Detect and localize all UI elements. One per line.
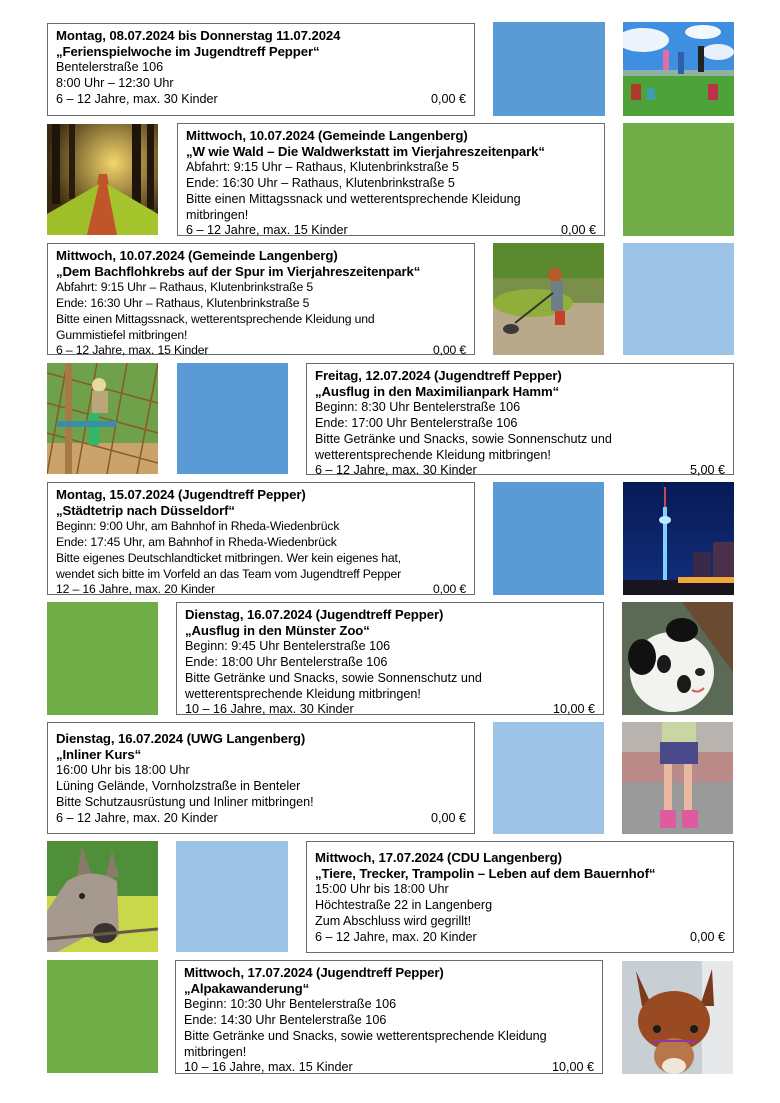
color-square-light-blue xyxy=(493,722,604,834)
event-title: „Ferienspielwoche im Jugendtreff Pepper“ xyxy=(56,43,320,59)
event-detail: Lüning Gelände, Vornholzstraße in Benteler xyxy=(56,778,301,793)
color-square-blue xyxy=(493,22,605,116)
alpaca-photo xyxy=(622,961,733,1074)
donkey-photo xyxy=(47,841,158,952)
event-detail: Bitte eigenes Deutschlandticket mitbringen. Wer kein eigenes hat, xyxy=(56,550,402,565)
event-date: Mittwoch, 10.07.2024 (Gemeinde Langenberg) xyxy=(186,128,468,143)
duesseldorf-tv-tower-night-photo xyxy=(623,482,734,595)
event-detail: 15:00 Uhr bis 18:00 Uhr xyxy=(315,881,449,896)
event-price: 10,00 € xyxy=(552,702,595,717)
color-square-green xyxy=(47,960,158,1073)
event-price: 0,00 € xyxy=(433,582,466,597)
event-detail: Ende: 14:30 Uhr Bentelerstraße 106 xyxy=(184,1012,387,1027)
event-card-alpakawanderung xyxy=(175,960,603,1074)
event-title: „Städtetrip nach Düsseldorf“ xyxy=(56,502,235,518)
event-price: 0,00 € xyxy=(433,343,466,358)
event-detail: Ende: 18:00 Uhr Bentelerstraße 106 xyxy=(185,654,388,669)
child-climbing-net-photo xyxy=(47,363,158,474)
event-detail: Gummistiefel mitbringen! xyxy=(56,327,188,342)
event-ages: 6 – 12 Jahre, max. 30 Kinder xyxy=(315,463,477,478)
event-card-inliner-kurs xyxy=(47,722,475,834)
event-price: 0,00 € xyxy=(689,929,725,944)
event-detail: Bitte Getränke und Snacks, sowie wetterentsprechende Kleidung xyxy=(184,1028,547,1043)
color-square-blue xyxy=(177,363,288,474)
event-detail: mitbringen! xyxy=(184,1044,247,1059)
event-card-bauernhof xyxy=(306,841,734,953)
child-with-net-in-stream-photo xyxy=(493,243,604,355)
panda-photo xyxy=(622,602,733,715)
event-title: „Inliner Kurs“ xyxy=(56,746,142,762)
event-detail: Bitte Getränke und Snacks, sowie Sonnenschutz und xyxy=(185,670,482,685)
child-on-inline-skates-photo xyxy=(622,722,733,834)
event-title: „Tiere, Trecker, Trampolin – Leben auf dem Bauernhof“ xyxy=(315,865,656,881)
event-detail: Ende: 16:30 Uhr – Rathaus, Klutenbrinkstraße 5 xyxy=(186,175,455,190)
event-card-duesseldorf xyxy=(47,482,475,595)
event-detail: Beginn: 9:45 Uhr Bentelerstraße 106 xyxy=(185,638,391,653)
event-detail: Bitte Schutzausrüstung und Inliner mitbringen! xyxy=(56,794,314,809)
event-detail: wendet sich bitte im Vorfeld an das Team vom Jugendtreff Pepper xyxy=(56,566,402,581)
event-card-bachflohkrebs xyxy=(47,243,475,358)
event-price: 0,00 € xyxy=(560,223,596,238)
event-detail: Beginn: 10:30 Uhr Bentelerstraße 106 xyxy=(184,996,397,1011)
event-date: Freitag, 12.07.2024 (Jugendtreff Pepper) xyxy=(315,368,562,383)
forest-path-photo xyxy=(47,124,158,235)
event-title: „Dem Bachflohkrebs auf der Spur im Vierjahreszeitenpark“ xyxy=(56,263,421,279)
color-square-light-blue xyxy=(176,841,288,952)
event-card-maximilianpark xyxy=(306,363,734,478)
event-title: „W wie Wald – Die Waldwerkstatt im Vierjahreszeitenpark“ xyxy=(186,143,545,159)
color-square-blue xyxy=(493,482,604,595)
children-jumping-meadow-photo xyxy=(623,22,734,116)
event-price: 5,00 € xyxy=(689,463,725,478)
event-date: Montag, 15.07.2024 (Jugendtreff Pepper) xyxy=(56,487,306,502)
event-detail: Abfahrt: 9:15 Uhr – Rathaus, Klutenbrinkstraße 5 xyxy=(186,159,460,174)
event-detail: Bitte einen Mittagssnack und wetterentsprechende Kleidung xyxy=(186,191,521,206)
event-date: Dienstag, 16.07.2024 (Jugendtreff Pepper) xyxy=(185,607,444,622)
event-ages: 6 – 12 Jahre, max. 20 Kinder xyxy=(315,929,477,944)
event-detail: Abfahrt: 9:15 Uhr – Rathaus, Klutenbrinkstraße 5 xyxy=(56,279,314,294)
event-date: Mittwoch, 17.07.2024 (Jugendtreff Pepper) xyxy=(184,965,444,980)
color-square-green xyxy=(47,602,158,715)
event-ages: 6 – 12 Jahre, max. 15 Kinder xyxy=(56,343,209,358)
event-detail: Höchtestraße 22 in Langenberg xyxy=(315,897,493,912)
event-detail: mitbringen! xyxy=(186,207,249,222)
event-detail: wetterentsprechende Kleidung mitbringen! xyxy=(315,447,551,462)
event-ages: 6 – 12 Jahre, max. 30 Kinder xyxy=(56,91,218,106)
event-card-ferienspielwoche xyxy=(47,23,475,116)
event-detail: Ende: 17:00 Uhr Bentelerstraße 106 xyxy=(315,415,518,430)
event-detail: Bitte Getränke und Snacks, sowie Sonnenschutz und xyxy=(315,431,612,446)
event-title: „Ausflug in den Maximilianpark Hamm“ xyxy=(315,383,560,399)
event-detail: Ende: 17:45 Uhr, am Bahnhof in Rheda-Wiedenbrück xyxy=(56,534,337,549)
event-detail: Bentelerstraße 106 xyxy=(56,59,164,74)
color-square-light-blue xyxy=(623,243,734,355)
event-detail: Ende: 16:30 Uhr – Rathaus, Klutenbrinkstraße 5 xyxy=(56,295,310,310)
event-date: Montag, 08.07.2024 bis Donnerstag 11.07.2024 xyxy=(56,28,341,43)
color-square-green xyxy=(623,123,734,236)
event-price: 0,00 € xyxy=(430,810,466,825)
event-detail: Bitte einen Mittagssnack, wetterentsprechende Kleidung und xyxy=(56,311,375,326)
event-ages: 10 – 16 Jahre, max. 30 Kinder xyxy=(185,702,354,717)
event-detail: Beginn: 9:00 Uhr, am Bahnhof in Rheda-Wiedenbrück xyxy=(56,518,340,533)
event-ages: 6 – 12 Jahre, max. 15 Kinder xyxy=(186,223,348,238)
event-ages: 12 – 16 Jahre, max. 20 Kinder xyxy=(56,582,215,597)
event-detail: 16:00 Uhr bis 18:00 Uhr xyxy=(56,762,190,777)
event-title: „Ausflug in den Münster Zoo“ xyxy=(185,622,370,638)
event-date: Dienstag, 16.07.2024 (UWG Langenberg) xyxy=(56,731,306,746)
event-card-muenster-zoo xyxy=(176,602,604,715)
event-detail: wetterentsprechende Kleidung mitbringen! xyxy=(185,686,421,701)
event-date: Mittwoch, 10.07.2024 (Gemeinde Langenberg) xyxy=(56,248,338,263)
event-date: Mittwoch, 17.07.2024 (CDU Langenberg) xyxy=(315,850,562,865)
event-ages: 10 – 16 Jahre, max. 15 Kinder xyxy=(184,1060,353,1075)
event-price: 0,00 € xyxy=(430,91,466,106)
event-ages: 6 – 12 Jahre, max. 20 Kinder xyxy=(56,810,218,825)
event-card-waldwerkstatt xyxy=(177,123,605,236)
event-detail: Beginn: 8:30 Uhr Bentelerstraße 106 xyxy=(315,399,521,414)
event-detail: 8:00 Uhr – 12:30 Uhr xyxy=(56,75,174,90)
event-detail: Zum Abschluss wird gegrillt! xyxy=(315,913,472,928)
event-title: „Alpakawanderung“ xyxy=(184,980,310,996)
event-price: 10,00 € xyxy=(551,1060,594,1075)
